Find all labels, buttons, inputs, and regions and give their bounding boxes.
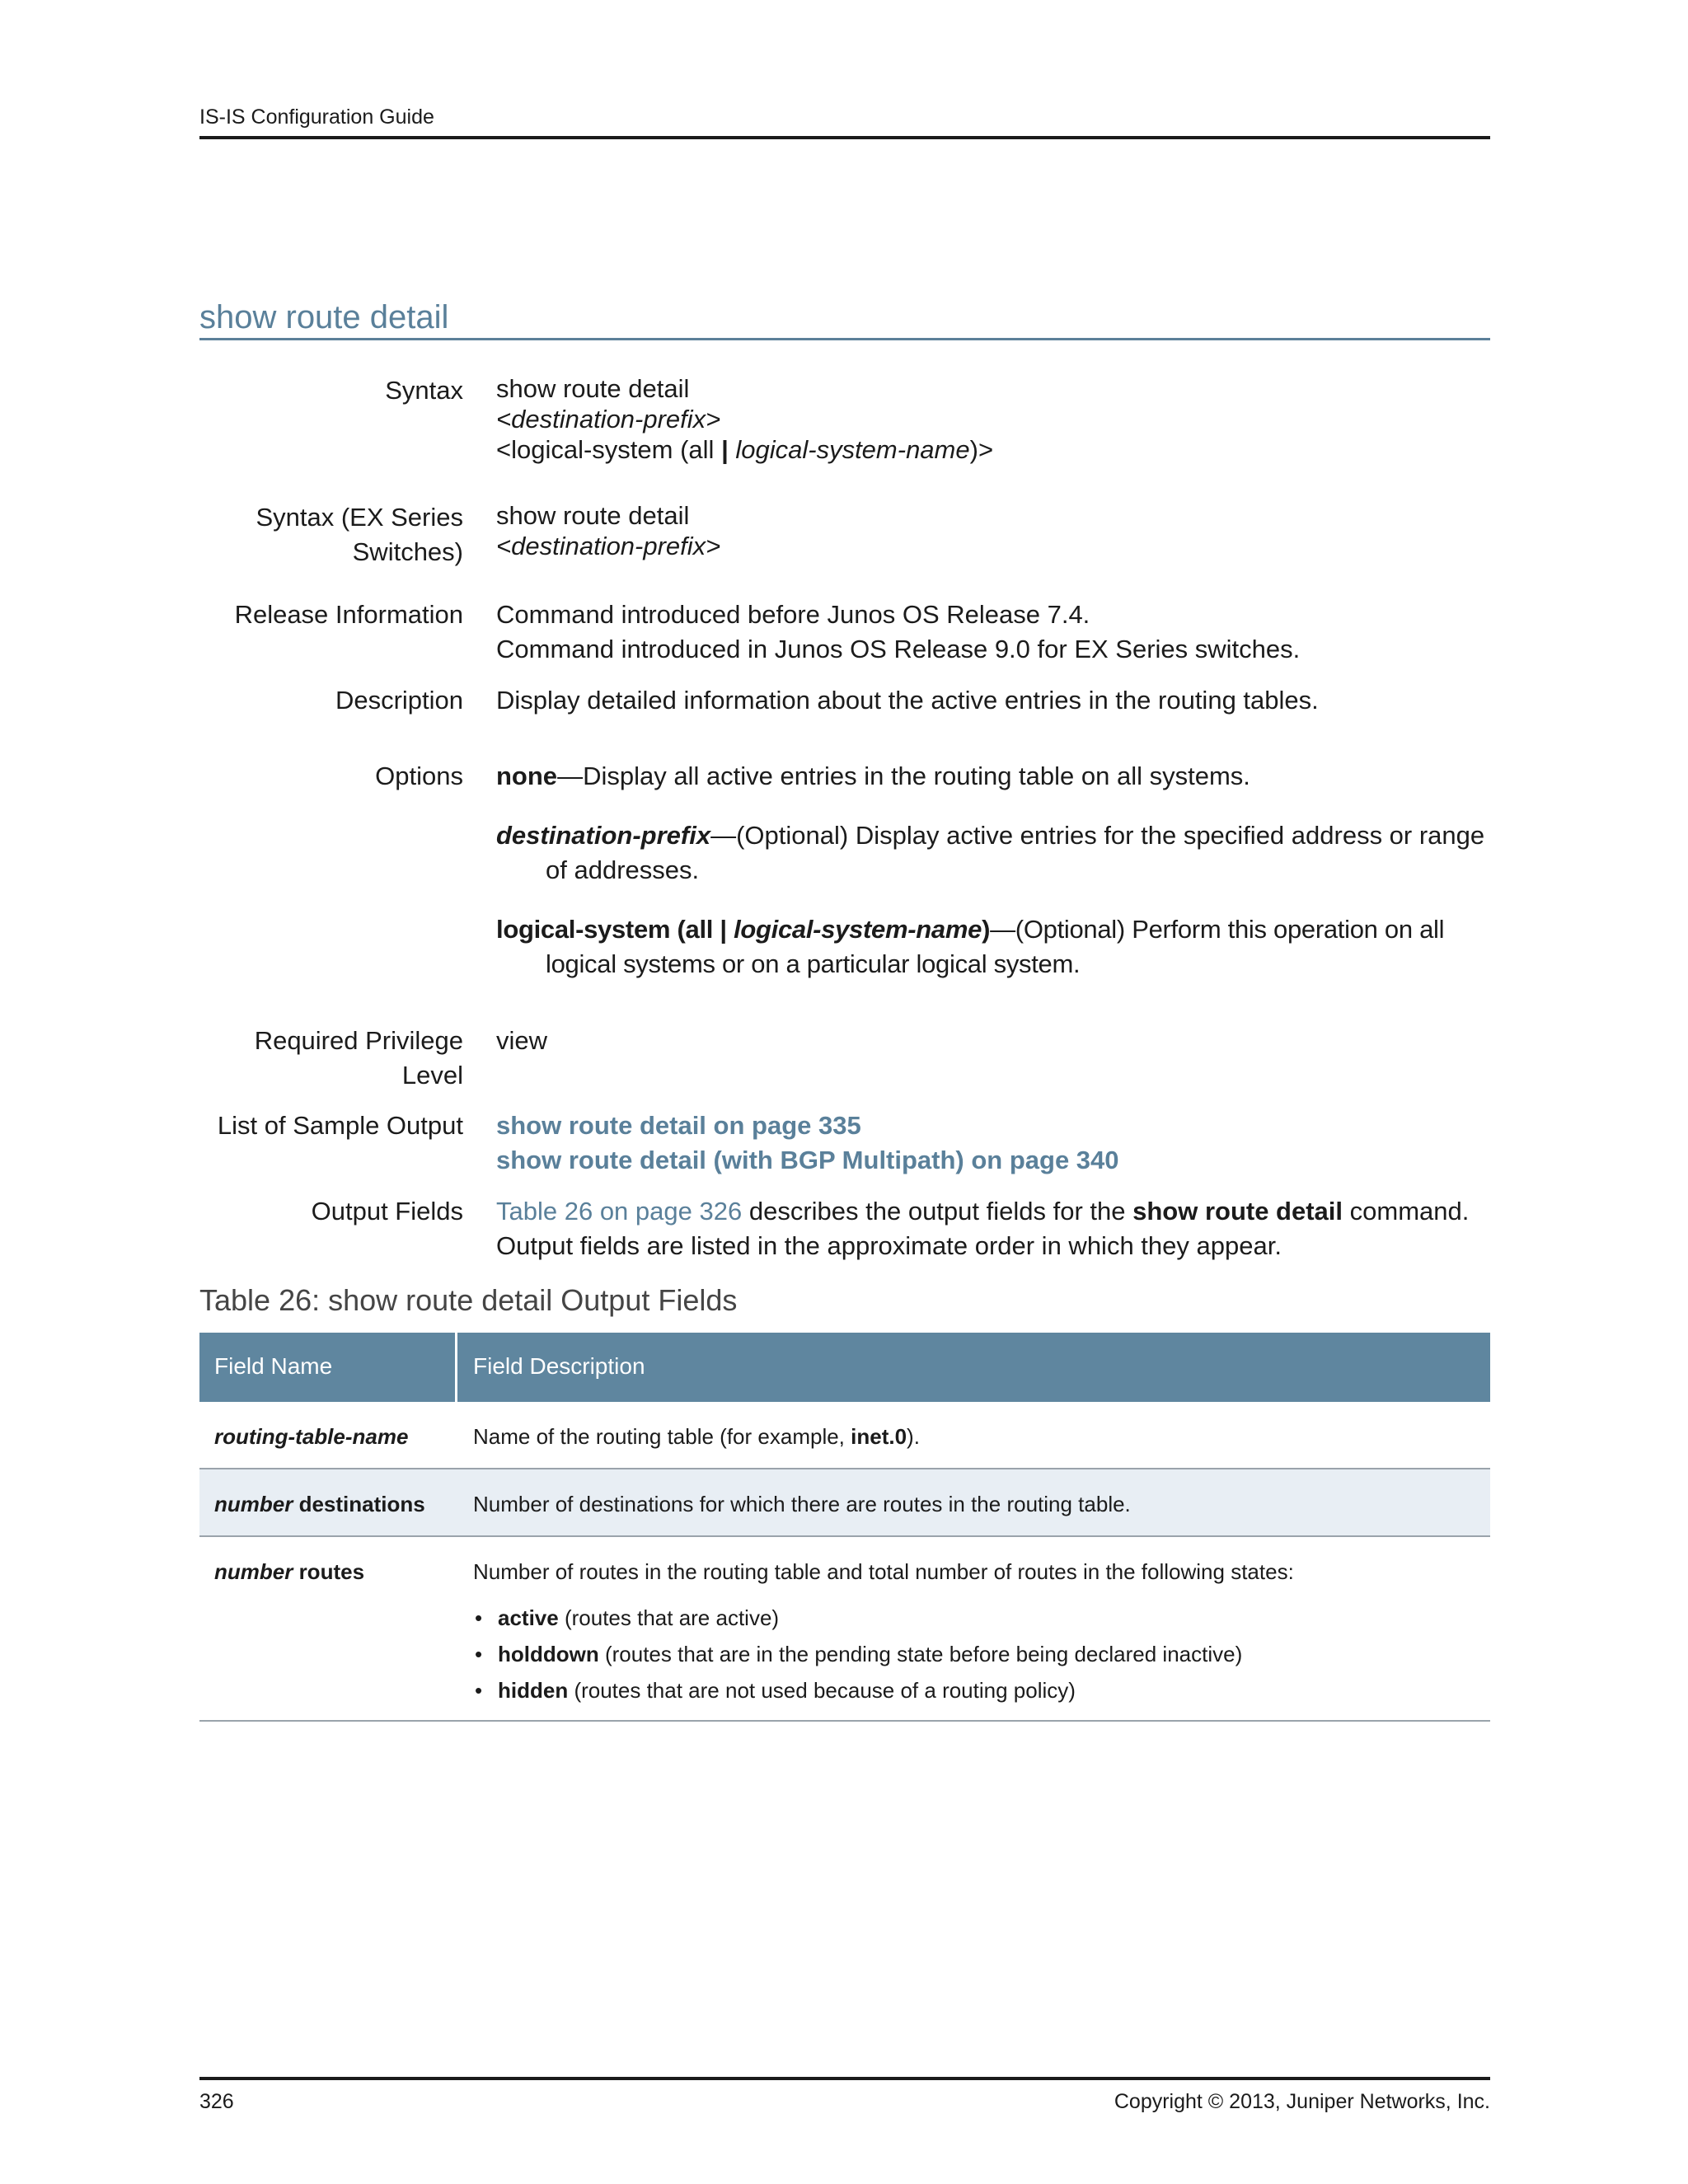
field-description: Number of routes in the routing table and total number of routes in the following states: • active (routes that are active) • holddown (routes that are in the pending state before being declared inactive) • hidden (routes that are not used because of a routing policy) [473, 1559, 1482, 1708]
description-label: Description [335, 686, 463, 715]
sample-output-links [496, 1108, 1490, 1178]
syntax-value [496, 373, 1490, 465]
page-number: 326 [199, 2090, 234, 2113]
syntax-ex-value [496, 500, 1490, 561]
table-header [199, 1333, 1490, 1402]
table-row [199, 1469, 1490, 1537]
page-header [199, 99, 1490, 139]
field-name: number destinations [214, 1492, 425, 1516]
list-item: • active (routes that are active) [473, 1600, 1482, 1636]
syntax-line-1: show route detail [496, 374, 690, 403]
syntax-ex-line-1: show route detail [496, 501, 690, 530]
table-26-link[interactable]: Table 26 on page 326 [496, 1197, 743, 1226]
option-logical-system: logical-system (all | logical-system-name)—(Optional) Perform this operation on all logical systems or on a particular logical system. [496, 915, 1445, 978]
syntax-label: Syntax [385, 376, 463, 405]
table-row [199, 1537, 1490, 1722]
table-caption: Table 26: show route detail Output Fields [199, 1283, 738, 1317]
field-description: Name of the routing table (for example, inet.0). [473, 1424, 920, 1449]
privilege-label: Required Privilege Level [254, 1026, 463, 1090]
release-line-2: Command introduced in Junos OS Release 9.0 for EX Series switches. [496, 635, 1301, 663]
privilege-value: view [496, 1026, 548, 1055]
guide-title: IS-IS Configuration Guide [199, 105, 434, 129]
section-title-bar [199, 290, 1490, 340]
sample-link-bgp-multipath[interactable]: show route detail (with BGP Multipath) on page 340 [496, 1146, 1119, 1174]
field-description: Number of destinations for which there are routes in the routing table. [473, 1492, 1131, 1516]
header-field-name: Field Name [214, 1353, 333, 1379]
output-fields-text: Table 26 on page 326 describes the output fields for the show route detail command. Output fields are listed in the approximate order in which they appear. [496, 1197, 1470, 1260]
options-label: Options [375, 762, 463, 790]
output-fields-label: Output Fields [311, 1197, 463, 1226]
syntax-ex-line-2: <destination-prefix> [496, 532, 721, 560]
description-text: Display detailed information about the active entries in the routing tables. [496, 686, 1319, 715]
output-fields-table [199, 1333, 1490, 1722]
table-row [199, 1402, 1490, 1469]
syntax-line-3: <logical-system (all | logical-system-name)> [496, 435, 994, 464]
page-title: show route detail [199, 299, 449, 335]
release-line-1: Command introduced before Junos OS Release 7.4. [496, 600, 1090, 629]
syntax-ex-label: Syntax (EX Series Switches) [256, 503, 463, 566]
options-list [496, 759, 1490, 982]
sample-link-detail[interactable]: show route detail on page 335 [496, 1111, 861, 1140]
release-label: Release Information [234, 600, 463, 629]
route-states-list [473, 1600, 1482, 1708]
list-item: • hidden (routes that are not used because of a routing policy) [473, 1672, 1482, 1708]
field-name: routing-table-name [214, 1424, 409, 1449]
list-item: • holddown (routes that are in the pending state before being declared inactive) [473, 1636, 1482, 1672]
sample-output-label: List of Sample Output [217, 1111, 463, 1140]
option-none: none—Display all active entries in the routing table on all systems. [496, 762, 1250, 790]
header-field-description: Field Description [473, 1353, 645, 1379]
syntax-line-2: <destination-prefix> [496, 405, 721, 434]
release-value [496, 598, 1490, 667]
option-destination-prefix: destination-prefix—(Optional) Display active entries for the specified address or range of addresses. [496, 821, 1485, 884]
copyright: Copyright © 2013, Juniper Networks, Inc. [1114, 2090, 1490, 2113]
field-name: number routes [214, 1559, 365, 1584]
page-footer [199, 2077, 1490, 2113]
